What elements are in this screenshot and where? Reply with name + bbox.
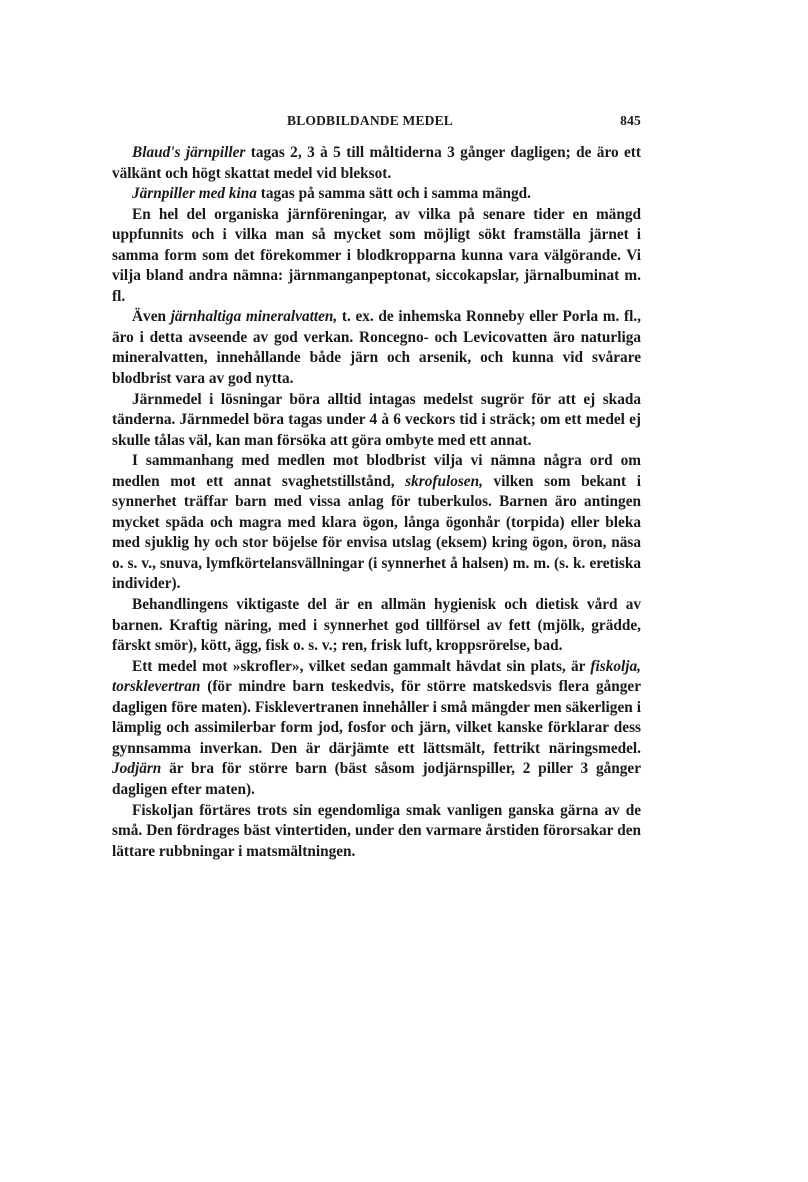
paragraph-text: (för mindre barn teskedvis, för större matskedsvis flera gånger dagligen före maten). Fisklevertranen innehåller i små mängder men säkerligen i lämplig och assimilerbar form jod, fosfor och järn, vilket kanske förklarar dess gynnsamma inverkan. Den är därjämte ett lättsmält, fettrikt näringsmedel. xyxy=(112,678,641,757)
paragraph-treatment xyxy=(112,595,641,657)
paragraph-iron-pills-kina xyxy=(112,184,641,205)
paragraph-blauds-pills xyxy=(112,143,641,184)
paragraph-text: En hel del organiska järnföreningar, av vilka på senare tider en mängd uppfunnits och i vilka man så mycket som möjligt sökt framställa järnet i samma form som det förekommer i blodkropparna kunna vara välgörande. Vi vilja bland andra nämna: järnmanganpeptonat, siccokapslar, järnalbuminat m. fl. xyxy=(112,205,641,305)
paragraph-iron-solutions xyxy=(112,390,641,452)
running-title: BLODBILDANDE MEDEL xyxy=(287,113,454,128)
paragraph-text: Ett medel mot »skrofler», vilket sedan gammalt hävdat sin plats, är xyxy=(132,657,591,675)
paragraph-scrofula xyxy=(112,451,641,595)
running-header xyxy=(112,113,641,133)
paragraph-organic-iron xyxy=(112,205,641,308)
paragraph-text: tagas på samma sätt och i samma mängd. xyxy=(256,185,532,203)
paragraph-text: tagas 2, 3 à 5 till måltiderna 3 gånger dagligen; de äro ett välkänt och högt skattat medel vid bleksot. xyxy=(112,144,641,182)
paragraph-fish-oil xyxy=(112,801,641,863)
paragraph-text: Järnmedel i lösningar böra alltid intagas medelst sugrör för att ej skada tänderna. Järnmedel böra tagas under 4 à 6 veckors tid i sträck; om ett medel ej skulle tålas väl, kan man försöka att göra ombyte med ett annat. xyxy=(112,390,641,449)
paragraph-text: I sammanhang med medlen mot blodbrist vilja vi nämna några ord om medlen mot ett annat svaghetstillstånd, xyxy=(112,452,641,490)
page-number: 845 xyxy=(620,113,641,128)
paragraph-text: Även xyxy=(132,308,171,326)
paragraph-cod-liver-oil xyxy=(112,657,641,801)
body-text xyxy=(112,143,641,862)
emphasis-text: järnhaltiga mineralvatten, xyxy=(170,308,338,326)
emphasis-text: Blaud's järnpiller xyxy=(132,144,246,161)
paragraph-text: är bra för större barn (bäst såsom jodjärnspiller, 2 piller 3 gånger dagligen efter maten). xyxy=(112,760,641,798)
paragraph-mineral-water xyxy=(112,307,641,389)
emphasis-text: Jodjärn xyxy=(112,760,162,778)
paragraph-text: vilken som bekant i synnerhet träffar barn med vissa anlag för tuberkulos. Barnen äro antingen mycket späda och magra med klara ögon, långa ögonhår (torpida) eller bleka med sjuklig hy och stor böjelse för envisa utslag (eksem) kring ögon, öron, näsa o. s. v., snuva, lymfkörtelansvällningar (i synnerhet å halsen) m. m. (s. k. eretiska individer). xyxy=(112,472,641,593)
paragraph-text: Behandlingens viktigaste del är en allmän hygienisk och dietisk vård av barnen. Kraftig näring, med i synnerhet god tillförsel av fett (mjölk, grädde, färskt smör), kött, ägg, fisk o. s. v.; ren, frisk luft, kroppsrörelse, bad. xyxy=(112,596,641,655)
emphasis-text: skrofulosen, xyxy=(405,472,483,490)
paragraph-text: Fiskoljan förtäres trots sin egendomliga smak vanligen ganska gärna av de små. Den fördrages bäst vintertiden, under den varmare årstiden förorsakar den lättare rubbningar i matsmältningen. xyxy=(112,801,641,860)
emphasis-text: fiskolja, torsklevertran xyxy=(112,657,641,696)
emphasis-text: Järnpiller med kina xyxy=(132,185,257,203)
paragraph-text: t. ex. de inhemska Ronneby eller Porla m. fl., äro i detta avseende av god verkan. Roncegno- och Levicovatten äro naturliga mineralvatten, innehållande både järn och arsenik, och kunna vid svårare blodbrist vara av god nytta. xyxy=(112,308,641,388)
